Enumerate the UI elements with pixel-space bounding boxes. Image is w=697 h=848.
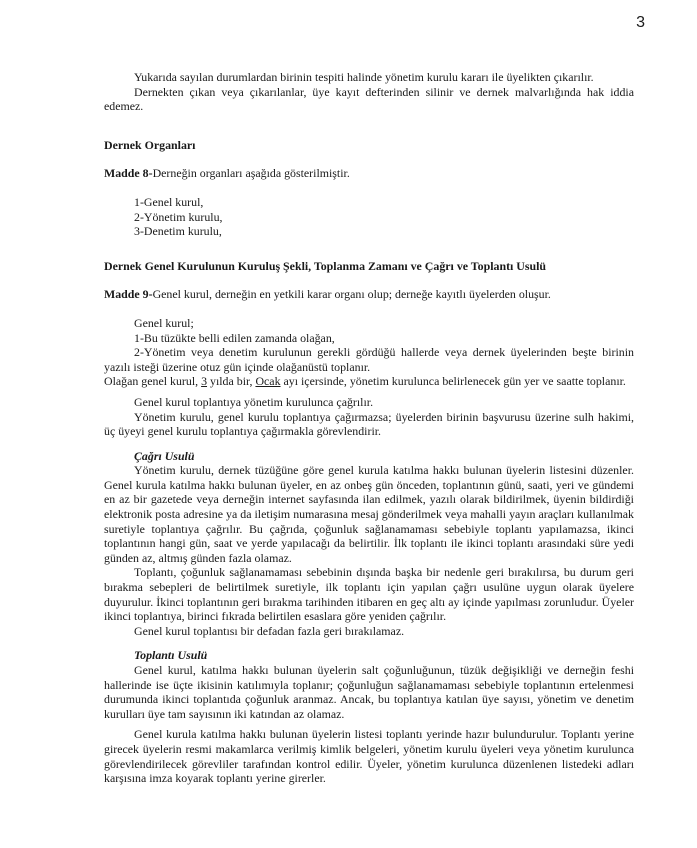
page-number: 3 <box>636 14 645 31</box>
paragraph-uyelikten-cikarma: Yukarıda sayılan durumlardan birinin tespiti halinde yönetim kurulu kararı ile üyelikten çıkarılır. <box>134 70 594 84</box>
cagri-paragraph-2: Toplantı, çoğunluk sağlanamaması sebebinin dışında başka bir nedenle geri bırakılırsa, bu durum geri bırakma sebepleri de belirtilmek suretiyle, ilk toplantı için yapılan çağrı usulüne uygun olarak üyelere duyurulur. İkinci toplantının geri bırakma tarihinden itibaren en geç altı ay içinde yapılması zorunludur. Üyeler ikinci toplantıya, birinci fıkrada belirtilen esaslara göre yeniden çağrılır. <box>104 565 634 624</box>
madde-8-text: Derneğin organları aşağıda gösterilmiştir. <box>152 166 350 181</box>
olagan-mid: yılda bir, <box>207 374 256 389</box>
paragraph-malvarligi: Dernekten çıkan veya çıkarılanlar, üye kayıt defterinden silinir ve dernek malvarlığında hak iddia edemez. <box>104 84 634 114</box>
toplanti-paragraph-1: Genel kurul, katılma hakkı bulunan üyelerin salt çoğunluğunun, tüzük değişikliği ve derneğin feshi hallerinde ise üçte ikisinin katılımıyla toplanır; çoğunluğun sağlanamaması sebebiyle toplantının ertelenmesi durumunda ikinci toplantıda çoğunluk aranmaz. Ancak, bu toplantıya katılan üye sayısı, yönetim ve denetim kurulları üye tam sayısının iki katından az olamaz. <box>104 663 634 721</box>
madde-8-label: Madde 8- <box>104 166 153 181</box>
cagri-paragraph-1: Yönetim kurulu, dernek tüzüğüne göre genel kurula katılma hakkı bulunan üyelerin listesini düzenler. Genel kurula katılma hakkı bulunan üyeler, en az onbeş gün önceden, toplantının günü, saati, yeri ve gündemi en az bir gazetede veya derneğin internet sayfasında ilan edilmek, yazılı olarak bildirilmek, üyenin bildirdiği elektronik posta adresine ya da iletişim numarasına mesaj gönderilmek veya mahalli yayın araçları kullanılmak suretiyle toplantıya çağrılır. Bu çağrıda, çoğunluk sağlanamaması sebebiyle toplantı yapılamazsa, ikinci toplantının hangi gün, saat ve yerde yapılacağı da belirtilir. İlk toplantı ile ikinci toplantı arasındaki süre yedi günden az, altmış günden fazla olamaz. <box>104 463 634 565</box>
genel-kurul-item-1: 1-Bu tüzükte belli edilen zamanda olağan, <box>134 330 335 345</box>
organ-item: 2-Yönetim kurulu, <box>134 209 223 224</box>
olagan-genel-kurul <box>104 374 634 389</box>
madde-9-text: Genel kurul, derneğin en yetkili karar organı olup; derneğe kayıtlı üyelerden oluşur. <box>152 287 551 302</box>
genel-kurul-item-2: 2-Yönetim veya denetim kurulunun gerekli gördüğü hallerde veya dernek üyelerinden beşte birinin yazılı isteği üzerine otuz gün içinde olağanüstü toplanır. <box>104 345 634 374</box>
organ-item: 1-Genel kurul, <box>134 194 204 209</box>
madde-9 <box>104 287 634 302</box>
heading-dernek-organlari: Dernek Organları <box>104 137 196 152</box>
paragraph-sulh-hakimi: Yönetim kurulu, genel kurulu toplantıya çağırmazsa; üyelerden birinin başvurusu üzerine sulh hakimi, üç üyeyi genel kurulu toplantıya çağırmakla görevlendirir. <box>104 409 634 439</box>
heading-genel-kurul: Dernek Genel Kurulunun Kuruluş Şekli, Toplanma Zamanı ve Çağrı ve Toplantı Usulü <box>104 258 547 273</box>
organs-list <box>134 195 634 239</box>
toplanti-paragraph-2: Genel kurula katılma hakkı bulunan üyelerin listesi toplantı yerinde hazır bulundurulur. Toplantı yerine girecek üyelerin resmi makamlarca verilmiş kimlik belgeleri, yönetim kurulu üyeleri veya yönetim kurulunca görevlendirilecek görevliler tarafından kontrol edilir. Üyeler, yönetim kurulunca düzenlenen listedeki adları karşısına imza koyarak toplantı yerine girerler. <box>104 727 634 786</box>
madde-8 <box>104 166 634 181</box>
madde-9-label: Madde 9- <box>104 287 153 302</box>
document-body <box>104 70 634 786</box>
organ-item: 3-Denetim kurulu, <box>134 224 222 239</box>
genel-kurul-intro: Genel kurul; <box>134 315 194 330</box>
subheading-cagri-usulu: Çağrı Usulü <box>134 448 195 463</box>
paragraph-cagrilir: Genel kurul toplantıya yönetim kurulunca çağrılır. <box>134 394 374 409</box>
olagan-years: 3 <box>201 374 208 389</box>
olagan-post: ayı içersinde, yönetim kurulunca belirlenecek gün yer ve saatte toplanır. <box>280 374 626 389</box>
olagan-pre: Olağan genel kurul, <box>104 374 202 389</box>
subheading-toplanti-usulu: Toplantı Usulü <box>134 648 208 663</box>
cagri-paragraph-3: Genel kurul toplantısı bir defadan fazla geri bırakılamaz. <box>134 623 405 638</box>
olagan-month: Ocak <box>255 374 281 389</box>
